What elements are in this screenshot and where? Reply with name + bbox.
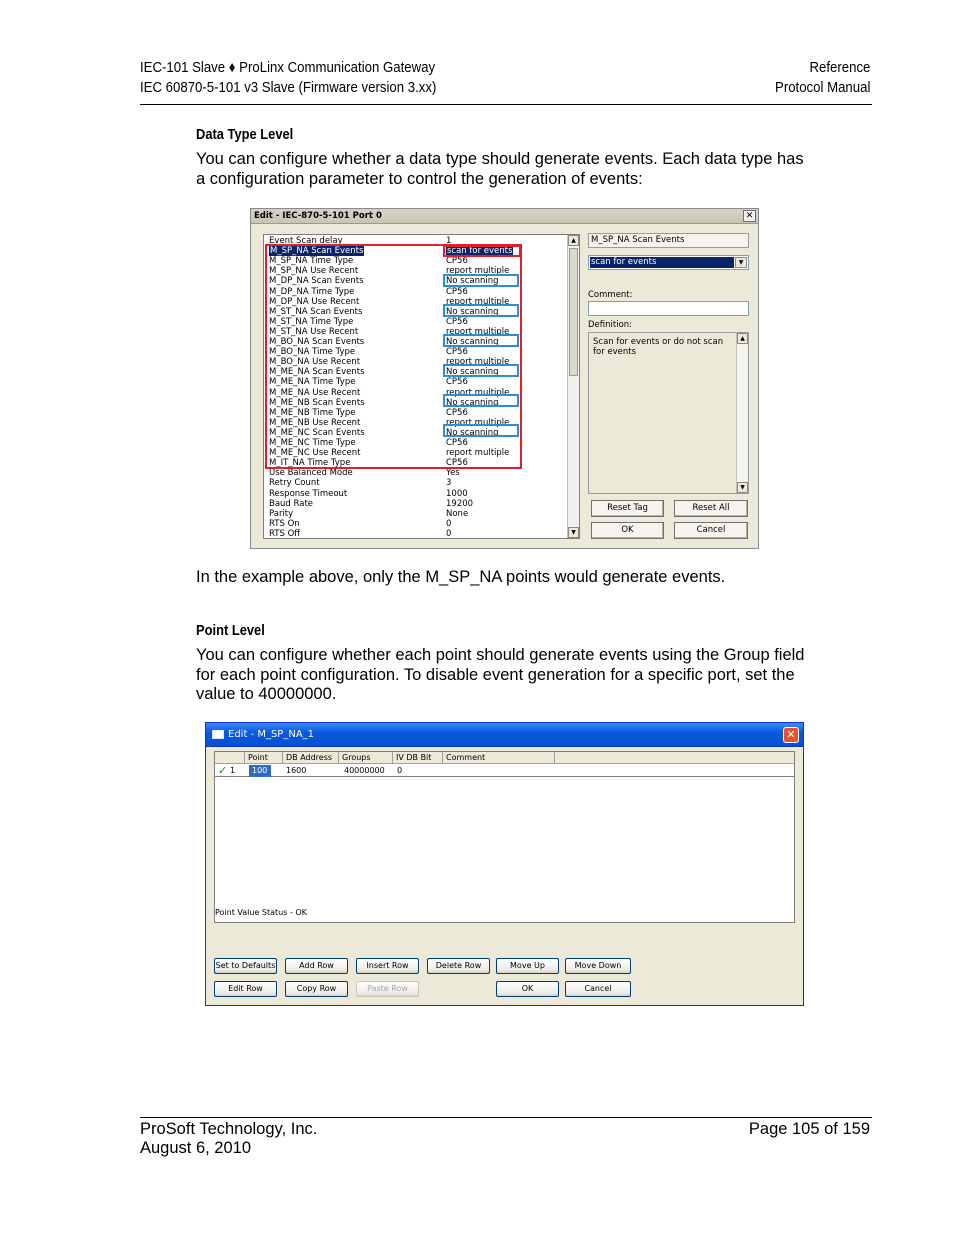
parameter-value: 1	[446, 236, 452, 246]
parameter-value: No scanning	[446, 367, 499, 378]
parameter-value: None	[446, 508, 469, 519]
parameter-name: Parity	[269, 508, 294, 519]
cancel-button[interactable]: Cancel	[565, 981, 631, 997]
parameter-row[interactable]	[269, 468, 569, 478]
parameter-row[interactable]	[269, 519, 569, 529]
column-header-iv-db-bit[interactable]: IV DB Bit	[393, 752, 443, 764]
parameter-value: No scanning	[446, 427, 499, 438]
cell-comment[interactable]	[443, 765, 446, 777]
parameter-name: M_SP_NA Time Type	[269, 256, 354, 267]
parameter-name: M_DP_NA Time Type	[269, 286, 355, 297]
definition-box	[588, 332, 749, 494]
grid-header	[215, 752, 794, 764]
parameter-name: Use Balanced Mode	[269, 468, 353, 479]
parameter-value: CP56	[446, 347, 468, 358]
footer-date: August 6, 2010	[140, 1139, 252, 1157]
parameter-value: report multiple	[446, 357, 510, 368]
header-product: IEC-101 Slave ♦ ProLinx Communication Gateway	[140, 59, 436, 76]
highlight-no-scanning	[443, 364, 519, 377]
highlight-no-scanning	[443, 274, 519, 287]
scroll-up-icon[interactable]: ▲	[568, 235, 579, 246]
grid-header-corner	[215, 752, 245, 764]
parameter-row[interactable]	[269, 529, 569, 539]
scroll-up-icon[interactable]: ▲	[737, 333, 748, 344]
parameter-name: Event Scan delay	[269, 236, 343, 246]
parameter-name: M_DP_NA Scan Events	[269, 276, 364, 287]
header-right	[775, 58, 870, 98]
parameter-value: No scanning	[446, 337, 499, 347]
parameter-value: No scanning	[446, 397, 499, 408]
parameter-name: M_SP_NA Scan Events	[270, 246, 364, 257]
parameter-name: RTS Off	[269, 528, 301, 539]
header-firmware: IEC 60870-5-101 v3 Slave (Firmware version 3.xx)	[140, 79, 437, 96]
cell-iv-db-bit[interactable]: 0	[397, 766, 403, 775]
definition-scrollbar[interactable]	[736, 333, 748, 493]
close-icon[interactable]: ✕	[743, 210, 756, 222]
close-icon[interactable]: ✕	[783, 727, 799, 743]
highlight-no-scanning	[443, 424, 519, 437]
highlight-no-scanning	[443, 304, 519, 317]
add-row-button[interactable]: Add Row	[285, 958, 348, 974]
section-text-data-type-level: You can configure whether a data type should generate events. Each data type has a configuration parameter to control the generation of events:	[196, 150, 804, 188]
parameter-value: No scanning	[446, 306, 499, 317]
delete-row-button[interactable]: Delete Row	[427, 958, 490, 974]
parameter-value: No scanning	[446, 276, 499, 287]
comment-input[interactable]	[588, 301, 749, 316]
header-manual: Protocol Manual	[774, 79, 870, 96]
parameter-row[interactable]	[269, 478, 569, 488]
copy-row-button[interactable]: Copy Row	[285, 981, 348, 997]
table-row[interactable]	[215, 765, 795, 777]
parameter-value: CP56	[446, 458, 468, 469]
point-grid[interactable]	[214, 751, 795, 923]
parameter-name: Response Timeout	[269, 488, 348, 499]
footer-company: ProSoft Technology, Inc.	[140, 1120, 318, 1138]
parameter-value: report multiple	[446, 296, 510, 307]
parameter-value: CP56	[446, 286, 468, 297]
checkmark-icon: ✓	[218, 764, 228, 777]
header-rule	[140, 104, 872, 105]
section-title-data-type-level: Data Type Level	[196, 126, 294, 143]
point-edit-dialog	[205, 722, 804, 1006]
parameter-value: 3	[446, 478, 452, 489]
parameter-name: M_BO_NA Time Type	[269, 347, 356, 358]
scroll-down-icon[interactable]: ▼	[568, 527, 579, 538]
parameter-value: report multiple	[446, 326, 510, 337]
parameter-value: CP56	[446, 256, 468, 267]
chevron-down-icon[interactable]: ▼	[735, 257, 747, 268]
parameter-name: M_ME_NA Scan Events	[269, 367, 365, 378]
parameter-value: report multiple	[446, 417, 510, 428]
parameter-name: RTS On	[269, 518, 300, 529]
reset-all-button[interactable]: Reset All	[674, 500, 748, 517]
parameter-name: M_SP_NA Use Recent	[269, 266, 359, 277]
parameter-value: CP56	[446, 377, 468, 388]
parameter-value: 0	[446, 528, 452, 539]
dialog-titlebar[interactable]	[206, 723, 803, 747]
parameter-name: M_ST_NA Scan Events	[269, 306, 363, 317]
column-header-db-address[interactable]: DB Address	[283, 752, 339, 764]
section-title-point-level: Point Level	[196, 622, 265, 639]
parameter-row[interactable]	[269, 489, 569, 499]
parameter-name: M_IT_NA Time Type	[269, 458, 351, 469]
section-text-point-level: You can configure whether each point should generate events using the Group field for each point configuration. To disable event generation for a specific port, set the value to 40000000.	[196, 646, 805, 703]
parameter-value: report multiple	[446, 387, 510, 398]
cell-groups[interactable]: 40000000	[344, 766, 385, 775]
window-icon	[212, 730, 224, 739]
parameter-row[interactable]	[269, 509, 569, 519]
parameter-name: M_ME_NC Scan Events	[269, 427, 365, 438]
parameter-value: CP56	[446, 438, 468, 448]
point-value-status: Point Value Status - OK	[215, 908, 307, 917]
dialog-title: Edit - IEC-870-5-101 Port 0	[251, 209, 758, 224]
paste-row-button[interactable]: Paste Row	[356, 981, 419, 997]
parameter-list-scrollbar[interactable]	[567, 235, 579, 538]
parameter-name: M_ME_NA Time Type	[269, 377, 356, 388]
column-header-point[interactable]: Point	[245, 752, 283, 764]
parameter-value: CP56	[446, 407, 468, 418]
parameter-name: M_ME_NB Scan Events	[269, 397, 365, 408]
highlight-no-scanning	[443, 334, 519, 347]
comment-label: Comment:	[588, 290, 633, 300]
set-to-defaults-button[interactable]: Set to Defaults	[214, 958, 277, 974]
parameter-value: CP56	[446, 316, 468, 327]
parameter-value: 1000	[446, 488, 468, 499]
parameter-value: 19200	[446, 498, 474, 509]
value-dropdown-selected[interactable]: scan for events	[590, 257, 734, 268]
parameter-value: Yes	[446, 468, 460, 479]
parameter-value: report multiple	[446, 448, 510, 459]
reset-tag-button[interactable]: Reset Tag	[591, 500, 664, 517]
insert-row-button[interactable]: Insert Row	[356, 958, 419, 974]
footer-rule	[140, 1117, 872, 1118]
parameter-name: M_DP_NA Use Recent	[269, 296, 360, 307]
parameter-name: M_ME_NA Use Recent	[269, 387, 361, 398]
edit-row-button[interactable]: Edit Row	[214, 981, 277, 997]
header-left	[140, 58, 436, 98]
scroll-thumb[interactable]	[569, 248, 578, 376]
parameter-name: M_ME_NC Time Type	[269, 438, 356, 448]
parameter-name: M_ME_NB Time Type	[269, 407, 356, 418]
ok-button[interactable]: OK	[591, 522, 664, 539]
footer-left	[140, 1120, 317, 1158]
move-up-button[interactable]: Move Up	[496, 958, 559, 974]
parameter-name: M_ST_NA Time Type	[269, 316, 354, 327]
parameter-name: Retry Count	[269, 478, 320, 489]
parameter-name: M_ME_NC Use Recent	[269, 448, 361, 459]
dialog-title: Edit - M_SP_NA_1	[228, 729, 315, 740]
highlight-selected-value	[443, 245, 521, 257]
ok-button[interactable]: OK	[496, 981, 559, 997]
parameter-name: M_ME_NB Use Recent	[269, 417, 361, 428]
parameter-name: Baud Rate	[269, 498, 314, 509]
highlight-no-scanning	[443, 394, 519, 407]
row-index: 1	[230, 766, 236, 775]
scroll-down-icon[interactable]: ▼	[737, 482, 748, 493]
parameter-value: report multiple	[446, 266, 510, 277]
cell-db-address[interactable]: 1600	[286, 766, 307, 775]
cell-point[interactable]: 100	[249, 765, 271, 777]
column-header-groups[interactable]: Groups	[339, 752, 393, 764]
parameter-name: M_BO_NA Use Recent	[269, 357, 361, 368]
parameter-name: M_ST_NA Use Recent	[269, 326, 359, 337]
definition-label: Definition:	[588, 320, 633, 330]
footer-page-number: Page 105 of 159	[748, 1120, 870, 1138]
parameter-name: M_BO_NA Scan Events	[269, 337, 365, 347]
port-config-dialog	[250, 208, 759, 549]
header-reference: Reference	[809, 59, 870, 76]
column-header-comment[interactable]: Comment	[443, 752, 555, 764]
parameter-value: scan for events	[447, 246, 513, 257]
definition-text: Scan for events or do not scan for events	[593, 337, 724, 357]
selected-parameter-name: M_SP_NA Scan Events	[588, 233, 749, 248]
cancel-button[interactable]: Cancel	[674, 522, 748, 539]
move-down-button[interactable]: Move Down	[565, 958, 631, 974]
value-dropdown[interactable]	[588, 255, 749, 270]
parameter-value: 0	[446, 518, 452, 529]
caption-example: In the example above, only the M_SP_NA points would generate events.	[196, 568, 726, 586]
parameter-row[interactable]	[269, 499, 569, 509]
